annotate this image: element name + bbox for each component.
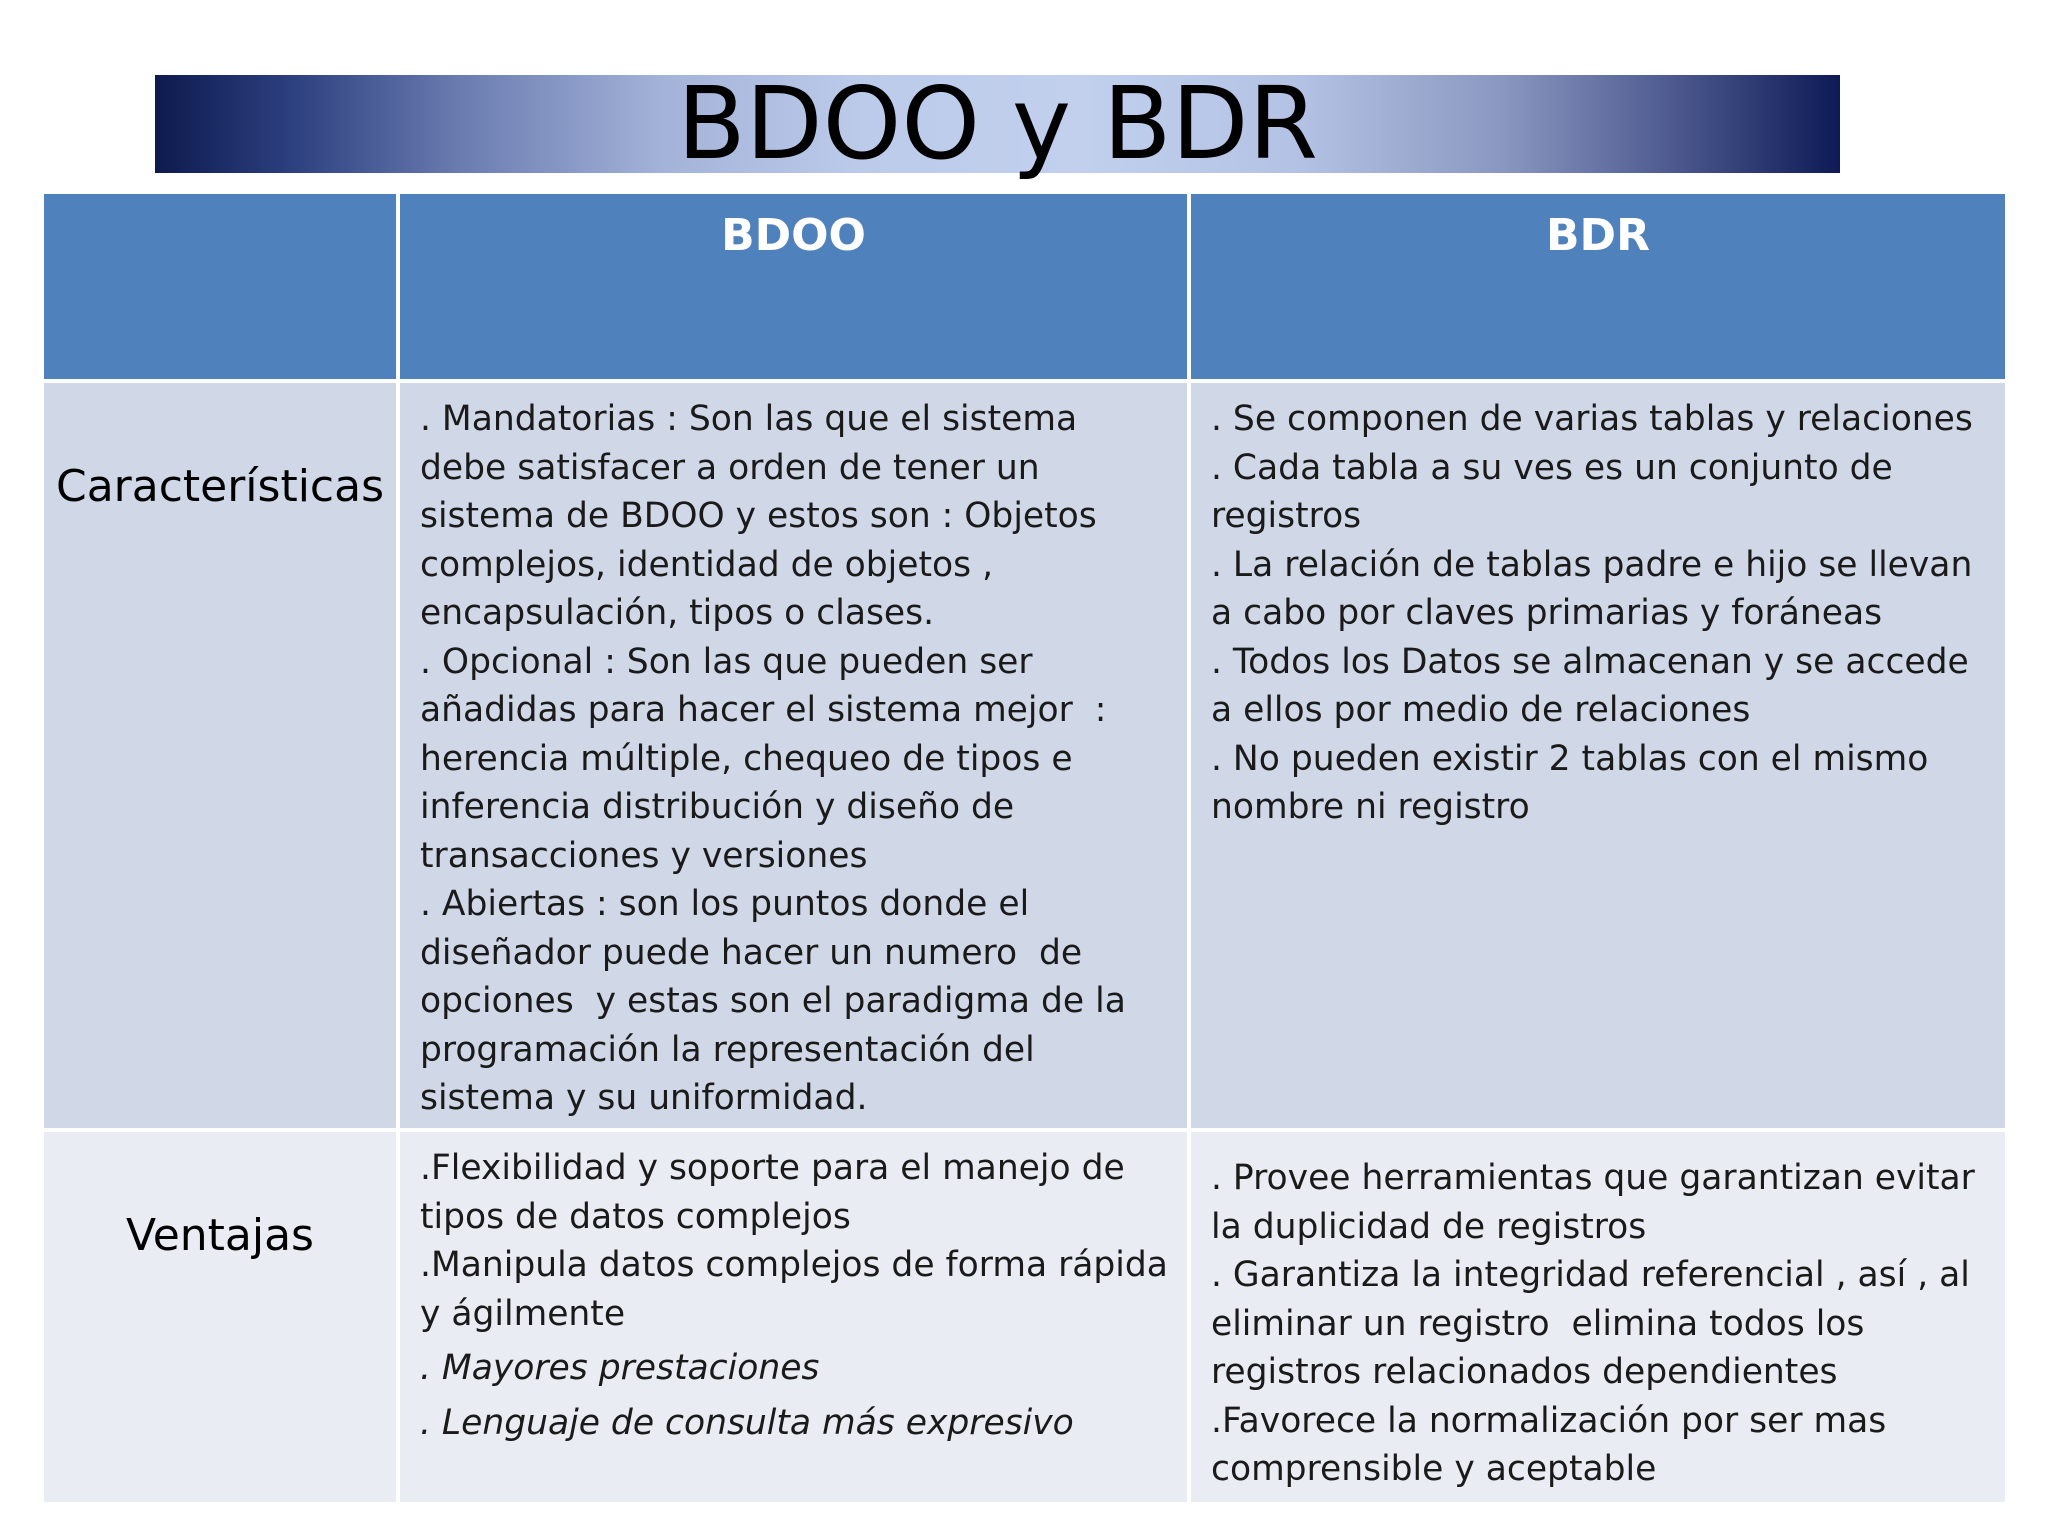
bdr-ventaja-item: .Favorece la normalización por ser mas comprensible y aceptable bbox=[1211, 1400, 1898, 1489]
cell-caracteristicas-bdr bbox=[1191, 383, 2005, 1128]
row-caracteristicas bbox=[44, 383, 2005, 1128]
comparison-table bbox=[40, 190, 2009, 1506]
bdr-ventaja-item: . Garantiza la integridad referencial , así , al eliminar un registro elimina todos los registros relacionados dependientes bbox=[1211, 1255, 1981, 1392]
bdr-caracteristica-item: . Se componen de varias tablas y relaciones bbox=[1211, 399, 1973, 439]
bdoo-ventaja-item: .Manipula datos complejos de forma rápida y ágilmente bbox=[420, 1245, 1179, 1334]
cell-caracteristicas-bdoo bbox=[400, 383, 1187, 1128]
bdr-caracteristica-item: . Cada tabla a su ves es un conjunto de registros bbox=[1211, 447, 1904, 536]
cell-ventajas-bdoo bbox=[400, 1132, 1187, 1502]
bdoo-ventaja-item: .Flexibilidad y soporte para el manejo de tipos de datos complejos bbox=[420, 1148, 1136, 1237]
row-label-ventajas: Ventajas bbox=[126, 1210, 314, 1261]
slide-title: BDOO y BDR bbox=[677, 65, 1318, 182]
row-label-cell bbox=[44, 383, 396, 1128]
bdr-caracteristica-item: . La relación de tablas padre e hijo se llevan a cabo por claves primarias y foráneas bbox=[1211, 544, 1984, 633]
bdr-caracteristica-item: . Todos los Datos se almacenan y se accede a ellos por medio de relaciones bbox=[1211, 641, 1980, 730]
row-label-cell bbox=[44, 1132, 396, 1502]
bdoo-caracteristica-item: . Opcional : Son las que pueden ser añadidas para hacer el sistema mejor : herencia múltiple, chequeo de tipos e inferencia distribución y diseño de transacciones y versiones bbox=[420, 641, 1118, 876]
bdr-caracteristica-item: . No pueden existir 2 tablas con el mismo nombre ni registro bbox=[1211, 738, 1940, 827]
bdoo-ventaja-item-italic: . Lenguaje de consulta más expresivo bbox=[420, 1402, 1074, 1443]
bdr-ventaja-item: . Provee herramientas que garantizan evitar la duplicidad de registros bbox=[1211, 1158, 1986, 1247]
header-cell-empty bbox=[44, 194, 396, 379]
bdoo-caracteristica-item: . Mandatorias : Son las que el sistema debe satisfacer a orden de tener un sistema de BDOO y estos son : Objetos complejos, identidad de objetos , encapsulación, tipos o clases. bbox=[420, 399, 1108, 633]
header-cell-bdr bbox=[1191, 194, 2005, 379]
header-label-bdr: BDR bbox=[1546, 210, 1650, 261]
row-ventajas bbox=[44, 1132, 2005, 1502]
header-cell-bdoo bbox=[400, 194, 1187, 379]
bdoo-caracteristica-item: . Abiertas : son los puntos donde el diseñador puede hacer un numero de opciones y estas son el paradigma de la programación la representación del sistema y su uniformidad. bbox=[420, 884, 1137, 1118]
cell-ventajas-bdr bbox=[1191, 1132, 2005, 1502]
header-label-bdoo: BDOO bbox=[721, 210, 866, 261]
bdoo-ventaja-item-italic: . Mayores prestaciones bbox=[420, 1348, 820, 1388]
row-label-caracteristicas: Características bbox=[55, 461, 385, 512]
header-row bbox=[44, 194, 2005, 379]
